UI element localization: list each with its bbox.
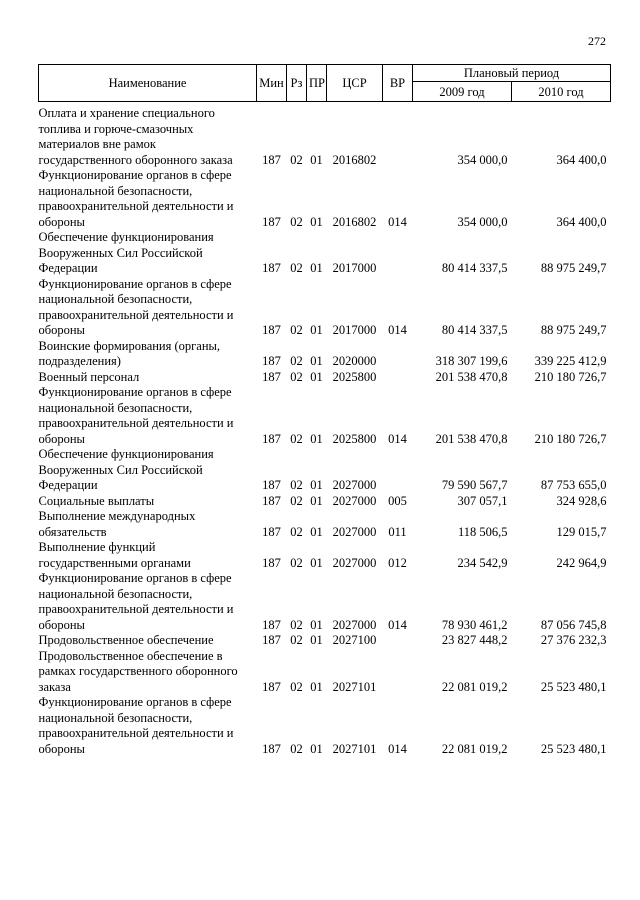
header-year-2009: 2009 год <box>413 82 512 102</box>
row-value-2010: 129 015,7 <box>556 524 607 539</box>
row-rz: 02 <box>290 741 303 756</box>
row-value-2010: 339 225 412,9 <box>534 354 607 368</box>
row-name: Продовольственное обеспечение <box>38 633 214 647</box>
row-rz: 02 <box>290 493 303 508</box>
row-vr: 005 <box>388 493 407 508</box>
table-row <box>39 571 611 633</box>
row-min: 187 <box>262 323 281 337</box>
row-csr: 2027000 <box>332 478 377 492</box>
row-name: Выполнение международных обязательств <box>38 509 196 539</box>
row-value-2009: 318 307 199,6 <box>435 354 508 368</box>
row-value-2009: 79 590 567,7 <box>441 478 508 492</box>
row-value-2010: 25 523 480,1 <box>540 679 607 694</box>
row-vr: 014 <box>388 617 407 632</box>
row-csr: 2025800 <box>332 431 377 446</box>
row-value-2010: 88 975 249,7 <box>540 261 607 275</box>
row-value-2009: 201 538 470,8 <box>435 369 508 384</box>
row-csr: 2017000 <box>332 323 377 337</box>
row-csr: 2027000 <box>332 493 377 508</box>
row-value-2009: 22 081 019,2 <box>441 679 508 694</box>
row-value-2010: 324 928,6 <box>556 493 607 508</box>
row-vr: 014 <box>388 214 407 229</box>
row-rz: 02 <box>290 633 303 647</box>
row-pr: 01 <box>310 524 323 539</box>
row-name: Функционирование органов в сфере национальной безопасности, правоохранительной деятельности и обороны <box>38 385 234 446</box>
row-rz: 02 <box>290 478 303 492</box>
row-value-2010: 25 523 480,1 <box>540 741 607 756</box>
table-row <box>39 447 611 494</box>
row-value-2010: 27 376 232,3 <box>540 633 607 647</box>
header-vr: ВР <box>383 65 413 102</box>
row-rz: 02 <box>290 261 303 275</box>
table-row <box>39 385 611 447</box>
row-name: Функционирование органов в сфере национальной безопасности, правоохранительной деятельности и обороны <box>38 168 234 229</box>
row-name: Выполнение функций государственными органами <box>38 540 191 570</box>
row-value-2009: 80 414 337,5 <box>441 261 508 275</box>
row-value-2009: 22 081 019,2 <box>441 741 508 756</box>
budget-table <box>38 64 611 757</box>
row-vr: 014 <box>388 323 407 337</box>
row-rz: 02 <box>290 214 303 229</box>
row-name: Социальные выплаты <box>38 493 155 508</box>
header-min: Мин <box>257 65 287 102</box>
row-rz: 02 <box>290 323 303 337</box>
row-vr <box>383 649 413 696</box>
row-min: 187 <box>262 493 281 508</box>
row-name: Обеспечение функционирования Вооруженных Сил Российской Федерации <box>38 230 214 275</box>
table-row <box>39 168 611 230</box>
row-value-2010: 210 180 726,7 <box>534 431 607 446</box>
row-value-2009: 80 414 337,5 <box>441 323 508 337</box>
row-value-2009: 234 542,9 <box>457 555 508 570</box>
header-csr: ЦСР <box>327 65 383 102</box>
row-pr: 01 <box>310 741 323 756</box>
row-min: 187 <box>262 431 281 446</box>
row-csr: 2020000 <box>332 354 377 368</box>
table-row <box>39 277 611 339</box>
header-pr: ПР <box>307 65 327 102</box>
row-min: 187 <box>262 524 281 539</box>
header-year-2010: 2010 год <box>512 82 611 102</box>
row-name: Функционирование органов в сфере национальной безопасности, правоохранительной деятельности и обороны <box>38 276 234 337</box>
row-csr: 2027000 <box>332 555 377 570</box>
table-body <box>39 102 611 758</box>
row-name: Функционирование органов в сфере национальной безопасности, правоохранительной деятельности и обороны <box>38 695 234 756</box>
row-pr: 01 <box>310 323 323 337</box>
row-vr: 011 <box>388 524 407 539</box>
header-name: Наименование <box>39 65 257 102</box>
table-row <box>39 230 611 277</box>
row-min: 187 <box>262 478 281 492</box>
row-min: 187 <box>262 214 281 229</box>
row-pr: 01 <box>310 617 323 632</box>
page-number: 272 <box>588 34 606 48</box>
row-vr: 012 <box>388 555 407 570</box>
row-csr: 2016802 <box>332 214 377 229</box>
row-vr: 014 <box>388 431 407 446</box>
row-name: Продовольственное обеспечение в рамках государственного оборонного заказа <box>38 648 238 694</box>
row-min: 187 <box>262 354 281 368</box>
row-name: Оплата и хранение специального топлива и горюче-смазочных материалов вне рамок государственного оборонного заказа <box>38 106 233 167</box>
row-min: 187 <box>262 152 281 167</box>
row-rz: 02 <box>290 431 303 446</box>
row-min: 187 <box>262 741 281 756</box>
row-rz: 02 <box>290 354 303 368</box>
row-vr <box>383 102 413 169</box>
row-pr: 01 <box>310 431 323 446</box>
table-row <box>39 494 611 510</box>
row-pr: 01 <box>310 493 323 508</box>
row-csr: 2016802 <box>332 152 377 167</box>
row-csr: 2027101 <box>332 679 377 694</box>
row-vr <box>383 230 413 277</box>
header-plan-period: Плановый период <box>413 65 611 82</box>
row-rz: 02 <box>290 369 303 384</box>
row-pr: 01 <box>310 261 323 275</box>
row-min: 187 <box>262 617 281 632</box>
table-row <box>39 102 611 169</box>
row-csr: 2027000 <box>332 524 377 539</box>
row-min: 187 <box>262 555 281 570</box>
row-pr: 01 <box>310 369 323 384</box>
row-value-2010: 88 975 249,7 <box>540 323 607 337</box>
table-header <box>39 65 611 102</box>
row-value-2009: 201 538 470,8 <box>435 431 508 446</box>
row-rz: 02 <box>290 524 303 539</box>
row-pr: 01 <box>310 633 323 647</box>
row-pr: 01 <box>310 152 323 167</box>
row-rz: 02 <box>290 679 303 694</box>
row-value-2010: 87 056 745,8 <box>540 617 607 632</box>
table-row <box>39 339 611 370</box>
row-vr <box>383 339 413 370</box>
row-pr: 01 <box>310 354 323 368</box>
row-name: Военный персонал <box>38 369 140 384</box>
table-row <box>39 649 611 696</box>
row-value-2009: 23 827 448,2 <box>441 633 508 647</box>
row-rz: 02 <box>290 152 303 167</box>
row-min: 187 <box>262 679 281 694</box>
row-value-2009: 118 506,5 <box>457 524 508 539</box>
row-value-2010: 364 400,0 <box>556 214 607 229</box>
row-csr: 2027000 <box>332 617 377 632</box>
table-row <box>39 695 611 757</box>
row-pr: 01 <box>310 555 323 570</box>
row-csr: 2017000 <box>332 261 377 275</box>
row-value-2010: 87 753 655,0 <box>540 478 607 492</box>
row-csr: 2025800 <box>332 369 377 384</box>
table-row <box>39 633 611 649</box>
row-pr: 01 <box>310 679 323 694</box>
row-value-2010: 210 180 726,7 <box>534 369 607 384</box>
row-csr: 2027100 <box>332 633 377 647</box>
row-vr <box>383 633 413 649</box>
row-vr <box>383 370 413 386</box>
row-min: 187 <box>262 261 281 275</box>
row-vr <box>383 447 413 494</box>
row-value-2009: 354 000,0 <box>457 214 508 229</box>
row-rz: 02 <box>290 555 303 570</box>
table-row <box>39 509 611 540</box>
header-rz: Рз <box>287 65 307 102</box>
row-value-2010: 242 964,9 <box>556 555 607 570</box>
table-row <box>39 540 611 571</box>
row-min: 187 <box>262 369 281 384</box>
row-name: Обеспечение функционирования Вооруженных Сил Российской Федерации <box>38 447 214 492</box>
row-name: Функционирование органов в сфере национальной безопасности, правоохранительной деятельности и обороны <box>38 571 234 632</box>
row-value-2009: 307 057,1 <box>457 493 508 508</box>
row-vr: 014 <box>388 741 407 756</box>
row-min: 187 <box>262 633 281 647</box>
row-pr: 01 <box>310 214 323 229</box>
row-csr: 2027101 <box>332 741 377 756</box>
row-value-2010: 364 400,0 <box>556 152 607 167</box>
row-value-2009: 78 930 461,2 <box>441 617 508 632</box>
row-name: Воинские формирования (органы, подразделения) <box>38 338 221 368</box>
row-rz: 02 <box>290 617 303 632</box>
table-row <box>39 370 611 386</box>
row-value-2009: 354 000,0 <box>457 152 508 167</box>
row-pr: 01 <box>310 478 323 492</box>
